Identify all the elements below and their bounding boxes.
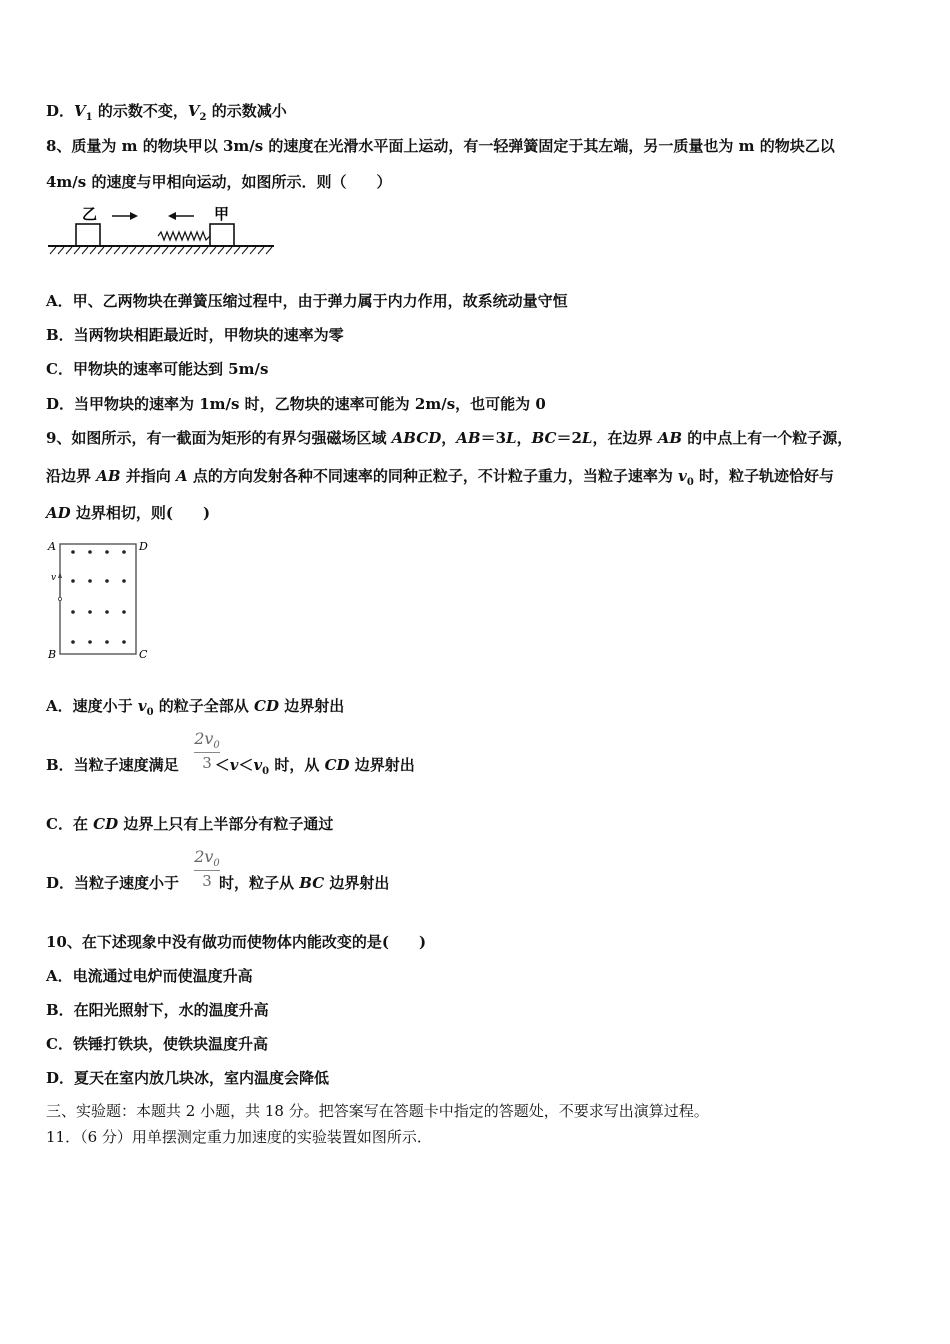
q9-option-b-fraction: $2v_0$ 3	[194, 729, 220, 773]
q8-option-a: A．甲、乙两物块在弹簧压缩过程中，由于弹力属于内力作用，故系统动量守恒	[46, 292, 568, 310]
q9-option-d-fraction: $2v_0$ 3	[194, 847, 220, 891]
q9-figure	[46, 536, 158, 662]
q10-option-d: D．夏天在室内放几块冰，室内温度会降低	[46, 1069, 330, 1087]
spring	[158, 232, 210, 240]
q8-option-b: B．当两物块相距最近时，甲物块的速率为零	[46, 326, 344, 344]
q8-label-yi: 乙	[82, 205, 98, 223]
q8-option-c: C．甲物块的速率可能达到 5m/s	[46, 360, 269, 378]
q10-option-a: A．电流通过电炉而使温度升高	[46, 967, 253, 985]
q8-option-d: D．当甲物块的速率为 1m/s 时，乙物块的速率可能为 2m/s，也可能为 0	[46, 395, 546, 413]
svg-text:B: B	[48, 648, 57, 661]
svg-text:C: C	[139, 648, 148, 661]
q7-option-d: D．$V_1$ 的示数不变，$V_2$ 的示数减小	[46, 102, 287, 123]
q9-option-c: C．在 CD 边界上只有上半部分有粒子通过	[46, 815, 334, 833]
q8-label-jia: 甲	[214, 205, 230, 223]
arrow-left-icon	[168, 212, 176, 220]
q8-stem-line1: 8、质量为 m 的物块甲以 3m/s 的速度在光滑水平面上运动，有一轻弹簧固定于其左端，另一质量也为 m 的物块乙以	[46, 137, 835, 155]
q9-stem-line1: 9、如图所示，有一截面为矩形的有界匀强磁场区域 ABCD，AB＝3L，BC＝2L，在边界 AB 的中点上有一个粒子源，	[46, 429, 853, 447]
field-dots	[71, 550, 126, 644]
q10-option-c: C．铁锤打铁块，使铁块温度升高	[46, 1035, 268, 1053]
q9-stem-line3: AD 边界相切，则( )	[46, 504, 211, 522]
field-rect	[60, 544, 136, 654]
q10-stem: 10、在下述现象中没有做功而使物体内能改变的是( )	[46, 933, 427, 951]
q9-stem-line2: 沿边界 AB 并指向 A 点的方向发射各种不同速率的同种正粒子，不计粒子重力，当粒子速率为 $v_0$ 时，粒子轨迹恰好与	[46, 467, 835, 488]
block-jia	[210, 224, 234, 246]
svg-text:A: A	[48, 540, 56, 553]
particle-source	[58, 597, 61, 600]
arrow-up-icon	[58, 572, 62, 578]
block-yi	[76, 224, 100, 246]
arrow-right-icon	[130, 212, 138, 220]
q11-stem: 11．（6 分）用单摆测定重力加速度的实验装置如图所示．	[46, 1128, 432, 1146]
section3-heading: 三、实验题：本题共 2 小题，共 18 分。把答案写在答题卡中指定的答题处，不要求写出演算过程。	[46, 1102, 709, 1120]
q9-option-b: B．当粒子速度满足 $<v<v_0$ 时，从 CD 边界射出	[46, 756, 415, 777]
q10-option-b: B．在阳光照射下，水的温度升高	[46, 1001, 269, 1019]
q9-option-a: A．速度小于 $v_0$ 的粒子全部从 CD 边界射出	[46, 697, 345, 718]
q9-option-d: D．当粒子速度小于 时，粒子从 BC 边界射出	[46, 874, 390, 892]
svg-text:v: v	[51, 573, 57, 583]
q8-stem-line2: 4m/s 的速度与甲相向运动，如图所示．则（ ）	[46, 173, 392, 191]
svg-text:D: D	[139, 540, 148, 553]
q8-figure	[46, 200, 278, 260]
